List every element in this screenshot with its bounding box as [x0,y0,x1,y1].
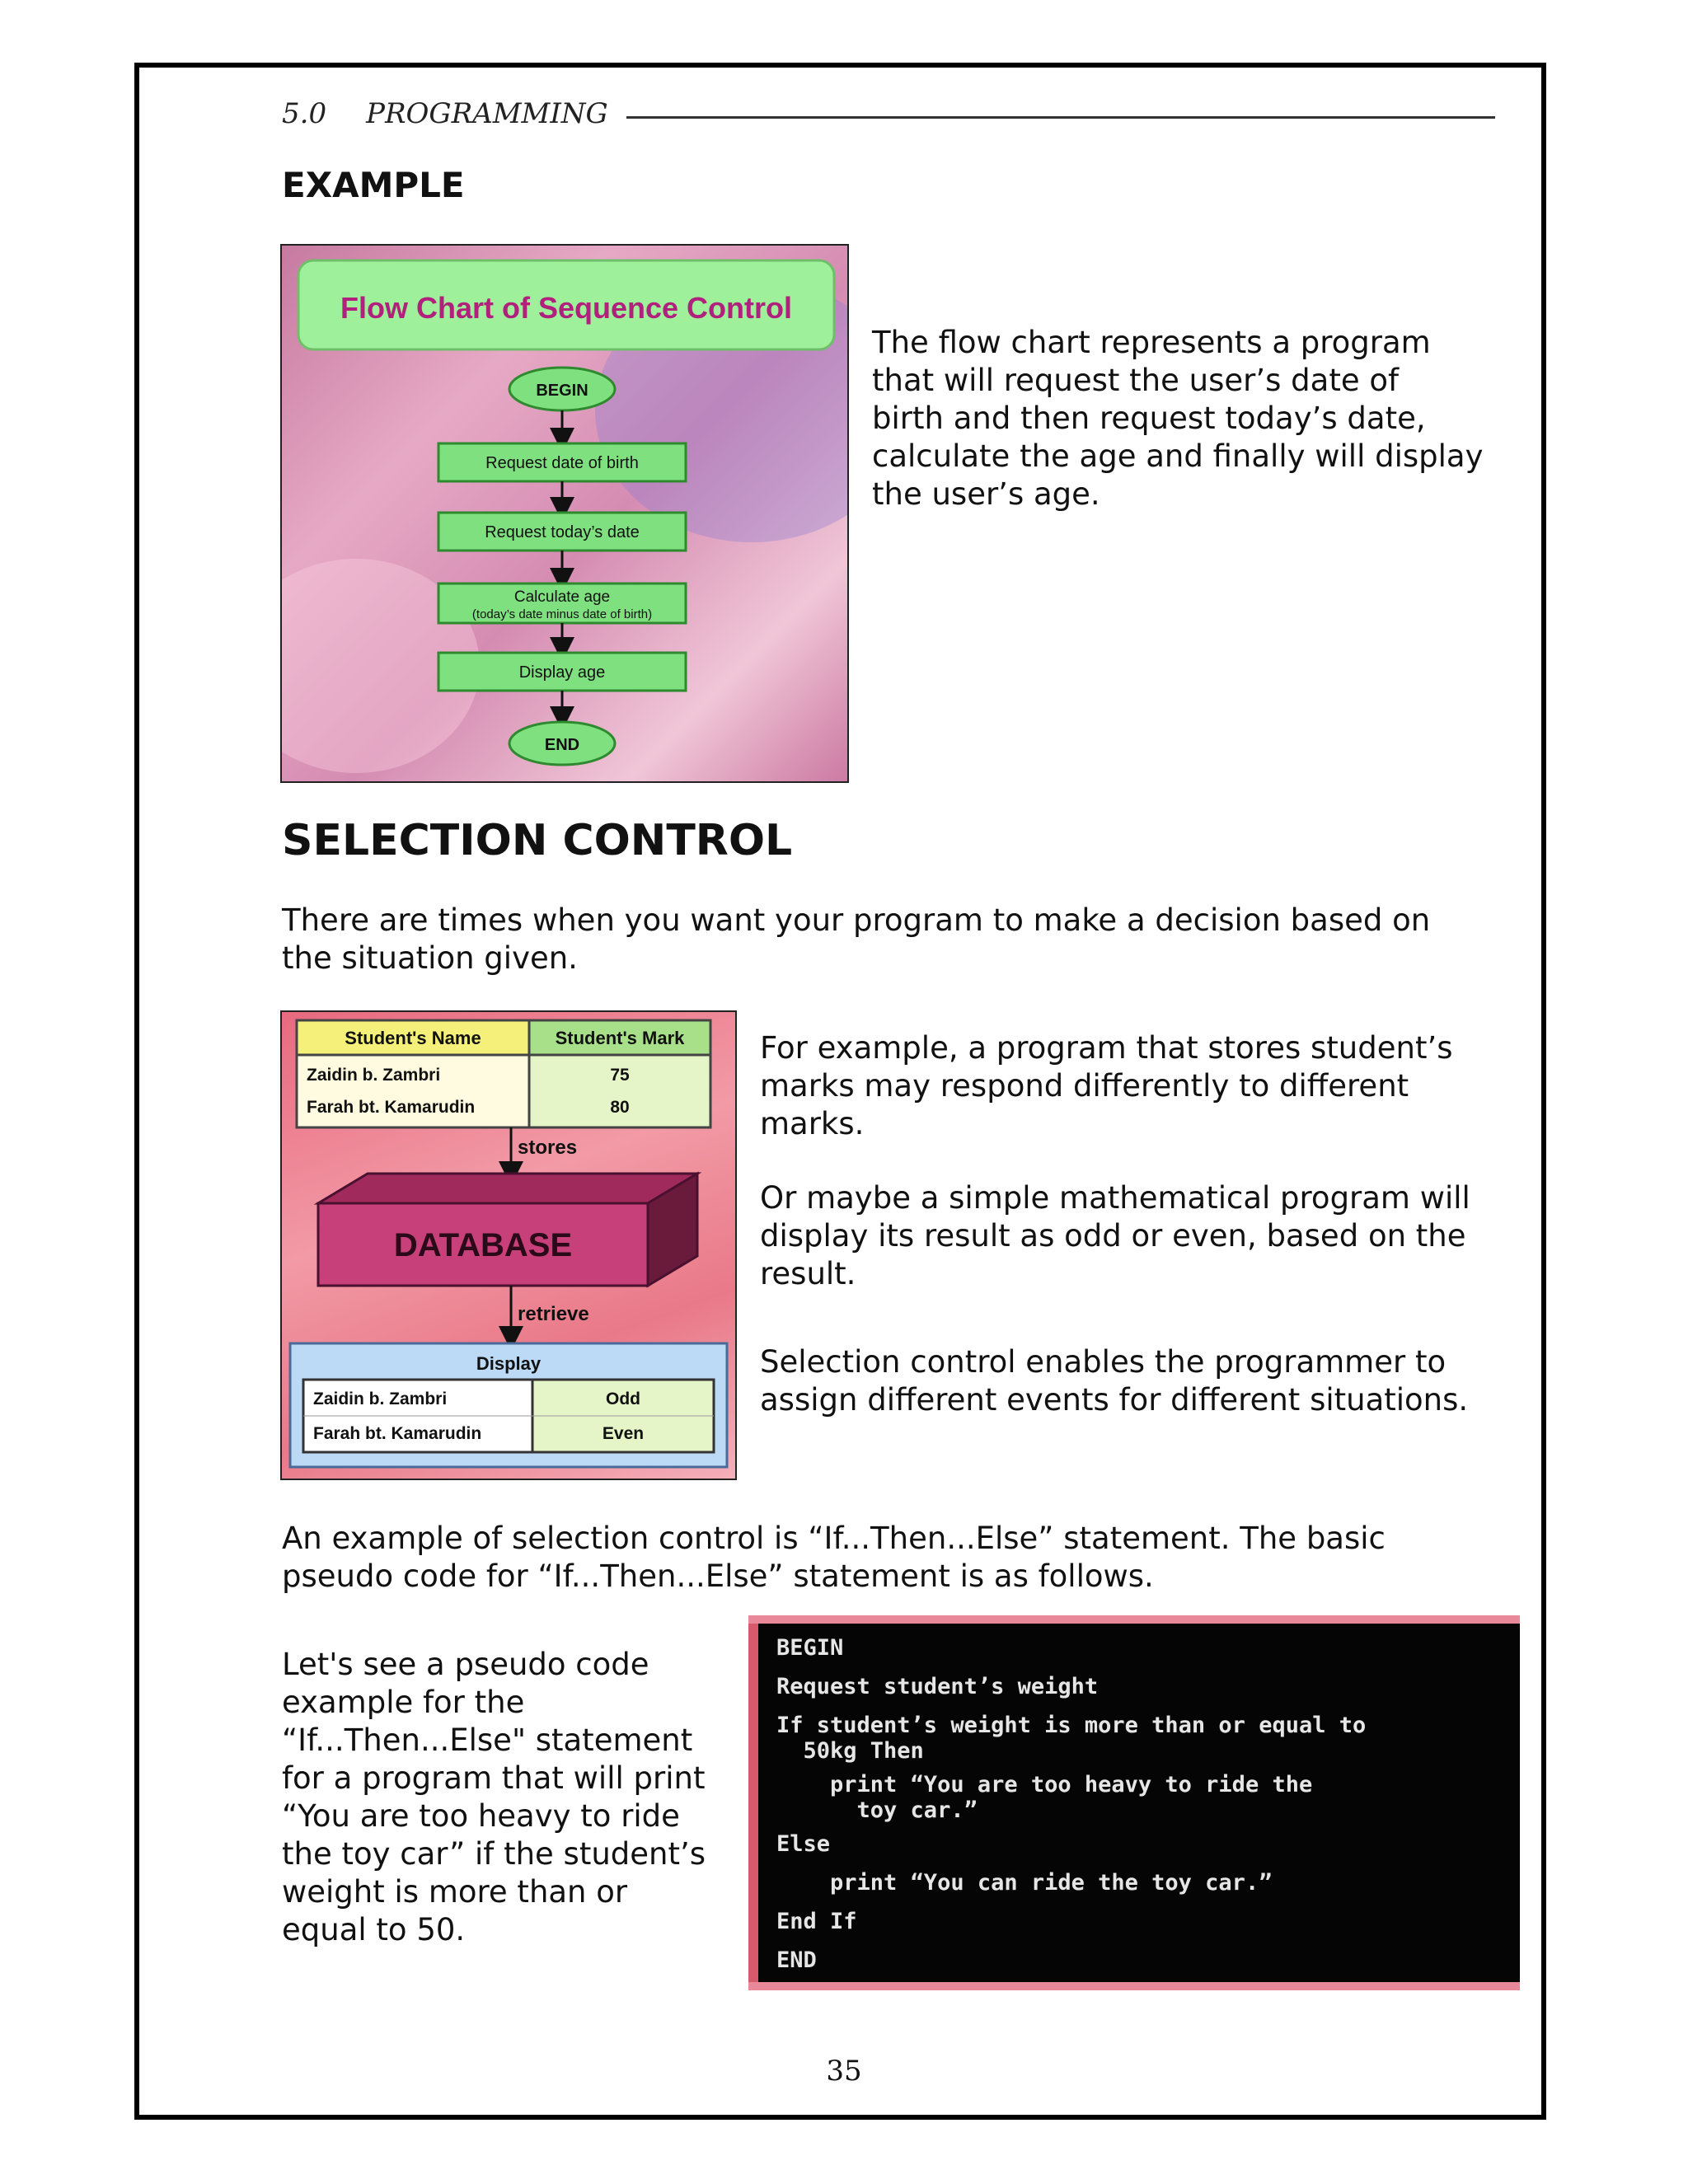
text-line: “If...Then...Else" statement [282,1722,693,1758]
text-line: the user’s age. [872,476,1100,512]
code-panel [758,1624,1520,1982]
code-line: If student’s weight is more than or equal to [776,1713,1367,1738]
code-line: toy car.” [776,1797,978,1823]
pseudo-code-figure [748,1615,1520,1990]
text-line: Selection control enables the programmer to [760,1344,1447,1380]
text-line: display its result as odd or even, based on the [760,1218,1466,1254]
text-line: the situation given. [282,940,578,976]
selection-paragraph-2 [760,1179,1470,1293]
text-line: that will request the user’s date of [872,363,1400,398]
table-cell-mark: 75 [610,1066,630,1085]
selection-paragraph-3 [760,1343,1468,1419]
text-line: birth and then request today’s date, [872,401,1426,436]
code-line: END [776,1947,817,1973]
code-line: print “You can ride the toy car.” [776,1870,1273,1896]
table-cell-mark: 80 [610,1098,630,1117]
text-line: result. [760,1256,856,1291]
flowchart-step-label: Request date of birth [485,454,639,472]
database-figure [280,1010,737,1480]
page-number: 35 [826,2055,862,2088]
header-rule [626,116,1495,119]
table-cell-name: Farah bt. Kamarudin [307,1098,476,1117]
text-line: marks may respond differently to different [760,1068,1409,1104]
text-line: assign different events for different situations. [760,1382,1469,1418]
retrieve-label: retrieve [518,1303,589,1325]
text-line: weight is more than or [282,1874,628,1910]
text-line: For example, a program that stores student’s [760,1030,1453,1066]
text-line: the toy car” if the student’s [282,1836,706,1872]
text-line: The flow chart represents a program [872,325,1431,360]
database-label: DATABASE [393,1227,573,1263]
text-line: Or maybe a simple mathematical program will [760,1180,1470,1216]
ifthenelse-intro [282,1520,1386,1596]
database-box-top [318,1174,697,1203]
text-line: marks. [760,1106,865,1141]
flowchart-step-label: Display age [518,663,606,682]
stores-label: stores [518,1137,578,1159]
text-line: equal to 50. [282,1912,466,1947]
example-heading: EXAMPLE [282,165,465,205]
text-line: An example of selection control is “If...Then...Else” statement. The basic [282,1521,1386,1556]
flowchart-diagram [282,246,847,781]
text-line: “You are too heavy to ride [282,1798,680,1834]
text-line: for a program that will print [282,1760,706,1796]
flowchart-step-label: Request today’s date [485,523,640,541]
text-line: example for the [282,1685,525,1720]
display-cell-result: Even [602,1424,645,1443]
display-cell-name: Zaidin b. Zambri [313,1390,448,1408]
selection-intro [282,902,1430,977]
code-line: print “You are too heavy to ride the [776,1772,1313,1797]
flowchart-step-note: (today’s date minus date of birth) [471,607,653,621]
flowchart-figure [280,244,849,783]
code-line: 50kg Then [776,1738,924,1764]
pseudo-code-description [282,1646,706,1949]
table-header-mark: Student's Mark [555,1028,685,1048]
text-line: pseudo code for “If...Then...Else” statement is as follows. [282,1558,1154,1594]
table-cell-name: Zaidin b. Zambri [307,1066,441,1085]
section-number: 5.0 [282,97,327,130]
flowchart-title: Flow Chart of Sequence Control [340,291,793,325]
display-cell-result: Odd [606,1390,640,1408]
table-header-name: Student's Name [345,1028,481,1048]
display-cell-name: Farah bt. Kamarudin [313,1424,482,1443]
text-line: calculate the age and finally will display [872,438,1484,474]
running-header [282,93,1495,134]
database-diagram [282,1012,735,1479]
code-line: BEGIN [776,1635,844,1661]
text-line: Let's see a pseudo code [282,1647,649,1682]
code-line: Else [776,1831,831,1857]
display-label: Display [476,1353,542,1374]
section-title: PROGRAMMING [366,97,608,130]
code-line: Request student’s weight [776,1674,1099,1699]
flowchart-end-label: END [544,736,580,754]
flowchart-begin-label: BEGIN [536,382,588,400]
selection-heading: SELECTION CONTROL [282,816,793,865]
flowchart-step-label: Calculate age [513,588,611,606]
code-line: End If [776,1909,857,1934]
flowchart-description [872,324,1484,513]
selection-paragraph-1 [760,1029,1453,1143]
text-line: There are times when you want your program to make a decision based on [282,902,1431,938]
